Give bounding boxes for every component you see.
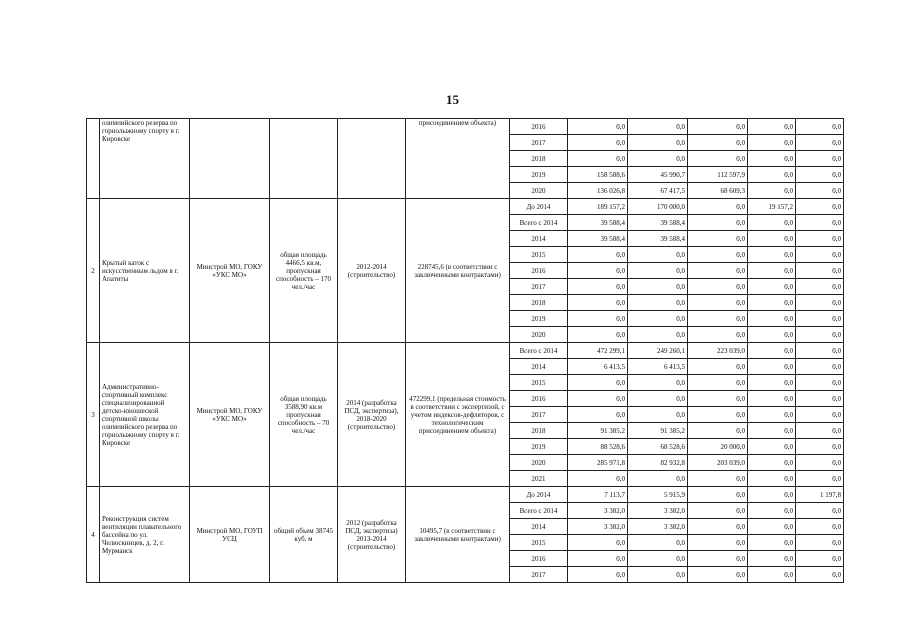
amount-cell: 0,0 xyxy=(628,311,688,327)
amount-cell: 39 588,4 xyxy=(568,231,628,247)
table-row xyxy=(87,343,844,359)
year-cell: 2019 xyxy=(510,439,568,455)
amount-cell: 0,0 xyxy=(796,183,844,199)
amount-cell: 91 385,2 xyxy=(628,423,688,439)
amount-cell: 19 157,2 xyxy=(748,199,796,215)
year-cell: 2016 xyxy=(510,551,568,567)
amount-cell: 0,0 xyxy=(796,519,844,535)
amount-cell: 0,0 xyxy=(748,391,796,407)
amount-cell: 0,0 xyxy=(748,439,796,455)
page-number: 15 xyxy=(446,92,459,107)
amount-cell: 0,0 xyxy=(688,375,748,391)
amount-cell: 0,0 xyxy=(568,407,628,423)
amount-cell: 68 528,6 xyxy=(628,439,688,455)
amount-cell: 0,0 xyxy=(796,551,844,567)
amount-cell: 0,0 xyxy=(796,199,844,215)
year-cell: 2015 xyxy=(510,535,568,551)
year-cell: 2016 xyxy=(510,391,568,407)
year-cell: 2018 xyxy=(510,151,568,167)
amount-cell: 0,0 xyxy=(628,119,688,135)
amount-cell: 0,0 xyxy=(748,487,796,503)
table-row xyxy=(87,119,844,135)
amount-cell: 223 039,0 xyxy=(688,343,748,359)
cost-cell: 10495,7 (в соответствии с заключенными контрактами) xyxy=(406,487,510,583)
amount-cell: 0,0 xyxy=(748,119,796,135)
table-body xyxy=(87,119,844,583)
object-name-cell: олимпийского резерва по горнолыжному спорту в г. Кировске xyxy=(100,119,190,199)
amount-cell: 3 382,0 xyxy=(568,519,628,535)
amount-cell: 0,0 xyxy=(568,535,628,551)
amount-cell: 67 417,5 xyxy=(628,183,688,199)
object-name-cell: Административно-спортивный комплекс специализированной детско-юношеской спортивной школы олимпийского резерва по горнолыжному спорту в г. Кировске xyxy=(100,343,190,487)
amount-cell: 0,0 xyxy=(748,455,796,471)
table-row xyxy=(87,199,844,215)
amount-cell: 0,0 xyxy=(688,391,748,407)
amount-cell: 0,0 xyxy=(796,343,844,359)
amount-cell: 0,0 xyxy=(748,503,796,519)
amount-cell: 0,0 xyxy=(568,471,628,487)
amount-cell: 3 382,0 xyxy=(628,519,688,535)
amount-cell: 0,0 xyxy=(688,279,748,295)
amount-cell: 285 971,8 xyxy=(568,455,628,471)
amount-cell: 0,0 xyxy=(568,375,628,391)
amount-cell: 0,0 xyxy=(568,151,628,167)
amount-cell: 0,0 xyxy=(796,503,844,519)
amount-cell: 39 588,4 xyxy=(628,215,688,231)
amount-cell: 0,0 xyxy=(688,519,748,535)
amount-cell: 472 299,1 xyxy=(568,343,628,359)
amount-cell: 0,0 xyxy=(748,135,796,151)
year-cell: 2018 xyxy=(510,295,568,311)
amount-cell: 112 597,9 xyxy=(688,167,748,183)
amount-cell: 0,0 xyxy=(688,535,748,551)
amount-cell: 0,0 xyxy=(688,551,748,567)
year-cell: До 2014 xyxy=(510,487,568,503)
year-cell: 2016 xyxy=(510,119,568,135)
year-cell: 2016 xyxy=(510,263,568,279)
amount-cell: 189 157,2 xyxy=(568,199,628,215)
amount-cell: 0,0 xyxy=(748,231,796,247)
amount-cell: 0,0 xyxy=(568,311,628,327)
amount-cell: 0,0 xyxy=(748,551,796,567)
amount-cell: 88 528,6 xyxy=(568,439,628,455)
year-cell: 2018 xyxy=(510,423,568,439)
amount-cell: 0,0 xyxy=(568,567,628,583)
year-cell: До 2014 xyxy=(510,199,568,215)
amount-cell: 0,0 xyxy=(568,327,628,343)
amount-cell: 0,0 xyxy=(628,327,688,343)
responsible-cell: Минстрой МО, ГОКУ «УКС МО» xyxy=(190,343,270,487)
year-cell: Всего с 2014 xyxy=(510,343,568,359)
amount-cell: 0,0 xyxy=(748,535,796,551)
amount-cell: 0,0 xyxy=(748,151,796,167)
amount-cell: 68 609,3 xyxy=(688,183,748,199)
amount-cell: 39 588,4 xyxy=(628,231,688,247)
program-table xyxy=(86,118,844,583)
year-cell: 2014 xyxy=(510,231,568,247)
amount-cell: 0,0 xyxy=(628,567,688,583)
year-cell: 2019 xyxy=(510,167,568,183)
year-cell: 2019 xyxy=(510,311,568,327)
amount-cell: 0,0 xyxy=(796,247,844,263)
object-number-cell: 4 xyxy=(87,487,100,583)
amount-cell: 45 990,7 xyxy=(628,167,688,183)
year-cell: 2017 xyxy=(510,567,568,583)
amount-cell: 0,0 xyxy=(748,407,796,423)
amount-cell: 0,0 xyxy=(688,503,748,519)
cost-cell: присоединением объекта) xyxy=(406,119,510,199)
amount-cell: 0,0 xyxy=(796,439,844,455)
year-cell: 2021 xyxy=(510,471,568,487)
amount-cell: 0,0 xyxy=(796,167,844,183)
period-cell: 2012-2014 (строительство) xyxy=(338,199,406,343)
year-cell: 2015 xyxy=(510,247,568,263)
amount-cell: 0,0 xyxy=(568,391,628,407)
amount-cell: 0,0 xyxy=(796,375,844,391)
amount-cell: 0,0 xyxy=(688,487,748,503)
amount-cell: 0,0 xyxy=(628,551,688,567)
amount-cell: 0,0 xyxy=(688,311,748,327)
amount-cell: 0,0 xyxy=(748,567,796,583)
amount-cell: 0,0 xyxy=(748,311,796,327)
amount-cell: 5 915,9 xyxy=(628,487,688,503)
amount-cell: 0,0 xyxy=(796,535,844,551)
object-number-cell: 2 xyxy=(87,199,100,343)
amount-cell: 0,0 xyxy=(796,423,844,439)
amount-cell: 0,0 xyxy=(688,567,748,583)
amount-cell: 136 026,8 xyxy=(568,183,628,199)
amount-cell: 0,0 xyxy=(748,263,796,279)
amount-cell: 0,0 xyxy=(628,151,688,167)
amount-cell: 0,0 xyxy=(628,295,688,311)
object-name-cell: Реконструкция систем вентиляции плавательного бассейна по ул. Челюскинцев, д. 2, г. Мурманск xyxy=(100,487,190,583)
year-cell: 2020 xyxy=(510,327,568,343)
year-cell: Всего с 2014 xyxy=(510,215,568,231)
amount-cell: 0,0 xyxy=(688,327,748,343)
amount-cell: 3 382,0 xyxy=(628,503,688,519)
amount-cell: 0,0 xyxy=(568,135,628,151)
amount-cell: 0,0 xyxy=(796,391,844,407)
amount-cell: 0,0 xyxy=(568,551,628,567)
amount-cell: 0,0 xyxy=(568,263,628,279)
amount-cell: 0,0 xyxy=(748,519,796,535)
amount-cell: 6 413,5 xyxy=(568,359,628,375)
amount-cell: 91 385,2 xyxy=(568,423,628,439)
amount-cell: 0,0 xyxy=(628,135,688,151)
year-cell: 2017 xyxy=(510,407,568,423)
amount-cell: 39 588,4 xyxy=(568,215,628,231)
parameters-cell xyxy=(270,119,338,199)
year-cell: 2020 xyxy=(510,183,568,199)
amount-cell: 0,0 xyxy=(568,119,628,135)
amount-cell: 3 382,0 xyxy=(568,503,628,519)
amount-cell: 1 197,8 xyxy=(796,487,844,503)
amount-cell: 0,0 xyxy=(796,359,844,375)
year-cell: 2017 xyxy=(510,279,568,295)
amount-cell: 0,0 xyxy=(688,247,748,263)
cost-cell: 228745,6 (в соответствии с заключенными контрактами) xyxy=(406,199,510,343)
amount-cell: 0,0 xyxy=(748,279,796,295)
responsible-cell xyxy=(190,119,270,199)
amount-cell: 0,0 xyxy=(628,375,688,391)
object-name-cell: Крытый каток с искусственным льдом в г. Апатиты xyxy=(100,199,190,343)
amount-cell: 0,0 xyxy=(748,215,796,231)
amount-cell: 0,0 xyxy=(748,343,796,359)
amount-cell: 0,0 xyxy=(796,327,844,343)
amount-cell: 0,0 xyxy=(796,567,844,583)
amount-cell: 0,0 xyxy=(568,279,628,295)
amount-cell: 0,0 xyxy=(568,247,628,263)
year-cell: 2014 xyxy=(510,519,568,535)
amount-cell: 0,0 xyxy=(796,279,844,295)
amount-cell: 0,0 xyxy=(796,231,844,247)
amount-cell: 0,0 xyxy=(628,247,688,263)
amount-cell: 0,0 xyxy=(748,247,796,263)
amount-cell: 82 932,8 xyxy=(628,455,688,471)
amount-cell: 0,0 xyxy=(628,407,688,423)
parameters-cell: общая площадь 3588,90 кв.м пропускная способность – 70 чел./час xyxy=(270,343,338,487)
amount-cell: 0,0 xyxy=(628,391,688,407)
amount-cell: 0,0 xyxy=(796,295,844,311)
amount-cell: 0,0 xyxy=(748,295,796,311)
amount-cell: 249 260,1 xyxy=(628,343,688,359)
amount-cell: 0,0 xyxy=(688,423,748,439)
year-cell: 2020 xyxy=(510,455,568,471)
amount-cell: 0,0 xyxy=(688,119,748,135)
amount-cell: 6 413,5 xyxy=(628,359,688,375)
amount-cell: 0,0 xyxy=(796,311,844,327)
amount-cell: 0,0 xyxy=(688,471,748,487)
amount-cell: 0,0 xyxy=(688,135,748,151)
amount-cell: 0,0 xyxy=(748,471,796,487)
amount-cell: 0,0 xyxy=(796,135,844,151)
amount-cell: 0,0 xyxy=(748,167,796,183)
amount-cell: 0,0 xyxy=(568,295,628,311)
amount-cell: 0,0 xyxy=(748,423,796,439)
period-cell: 2012 (разработка ПСД, экспертиза) 2013-2014 (строительство) xyxy=(338,487,406,583)
amount-cell: 0,0 xyxy=(796,151,844,167)
amount-cell: 0,0 xyxy=(688,231,748,247)
amount-cell: 0,0 xyxy=(796,263,844,279)
amount-cell: 0,0 xyxy=(628,471,688,487)
parameters-cell: общий объем 38745 куб. м xyxy=(270,487,338,583)
period-cell xyxy=(338,119,406,199)
amount-cell: 0,0 xyxy=(796,455,844,471)
amount-cell: 7 113,7 xyxy=(568,487,628,503)
amount-cell: 0,0 xyxy=(688,407,748,423)
amount-cell: 0,0 xyxy=(688,295,748,311)
table-row xyxy=(87,487,844,503)
amount-cell: 0,0 xyxy=(628,535,688,551)
amount-cell: 0,0 xyxy=(748,359,796,375)
amount-cell: 0,0 xyxy=(748,327,796,343)
year-cell: 2017 xyxy=(510,135,568,151)
parameters-cell: общая площадь 4466,5 кв.м, пропускная способность – 170 чел./час xyxy=(270,199,338,343)
amount-cell: 0,0 xyxy=(748,183,796,199)
year-cell: Всего с 2014 xyxy=(510,503,568,519)
amount-cell: 0,0 xyxy=(688,359,748,375)
amount-cell: 0,0 xyxy=(688,215,748,231)
amount-cell: 203 039,0 xyxy=(688,455,748,471)
amount-cell: 0,0 xyxy=(796,471,844,487)
period-cell: 2014 (разработка ПСД, экспертиза), 2018-2020 (строительство) xyxy=(338,343,406,487)
cost-cell: 472299,1 (предельная стоимость в соответствии с экспертизой, с учетом индексов-дефляторов, с технологическим присоединением объекта) xyxy=(406,343,510,487)
amount-cell: 0,0 xyxy=(688,263,748,279)
year-cell: 2015 xyxy=(510,375,568,391)
amount-cell: 0,0 xyxy=(796,215,844,231)
amount-cell: 20 000,0 xyxy=(688,439,748,455)
object-number-cell: 3 xyxy=(87,343,100,487)
amount-cell: 158 588,6 xyxy=(568,167,628,183)
amount-cell: 0,0 xyxy=(796,407,844,423)
responsible-cell: Минстрой МО, ГОУП УСЦ xyxy=(190,487,270,583)
amount-cell: 0,0 xyxy=(688,151,748,167)
responsible-cell: Минстрой МО, ГОКУ «УКС МО» xyxy=(190,199,270,343)
amount-cell: 0,0 xyxy=(628,263,688,279)
object-number-cell xyxy=(87,119,100,199)
amount-cell: 0,0 xyxy=(748,375,796,391)
amount-cell: 0,0 xyxy=(796,119,844,135)
year-cell: 2014 xyxy=(510,359,568,375)
amount-cell: 170 000,0 xyxy=(628,199,688,215)
amount-cell: 0,0 xyxy=(688,199,748,215)
amount-cell: 0,0 xyxy=(628,279,688,295)
